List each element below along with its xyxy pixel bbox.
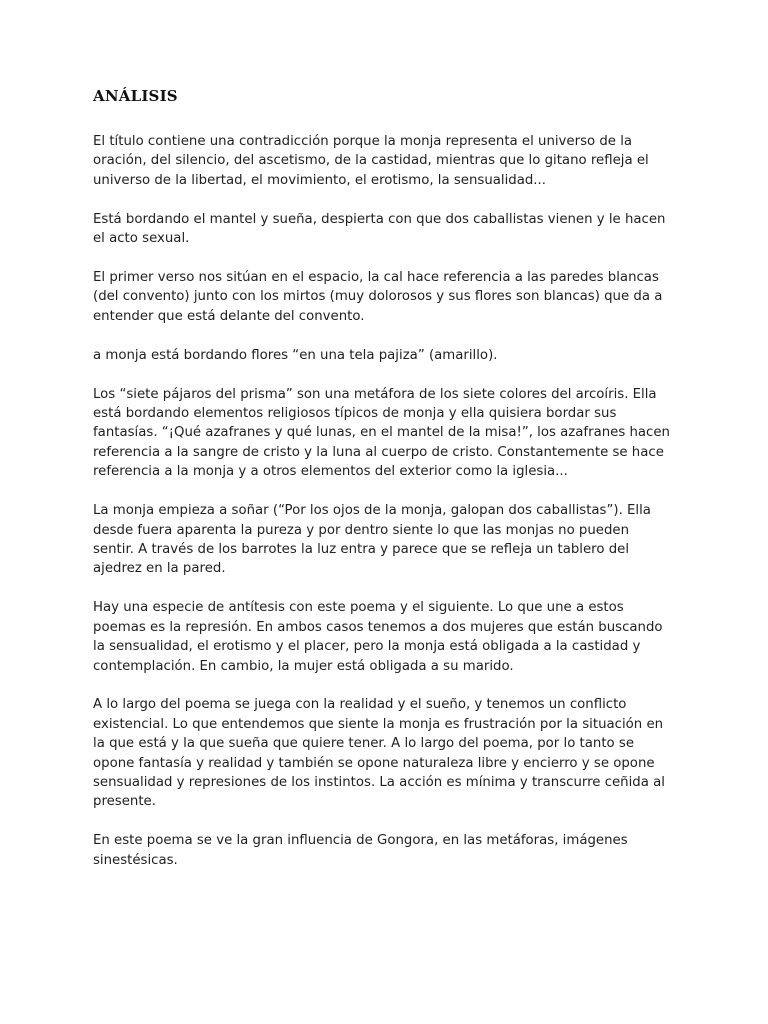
- paragraph-9: En este poema se ve la gran influencia de Gongora, en las metáforas, imágenes sinestésicas.: [93, 833, 628, 868]
- paragraph-4: a monja está bordando flores “en una tela pajiza” (amarillo).: [93, 347, 498, 363]
- paragraph-6: La monja empieza a soñar (“Por los ojos de la monja, galopan dos caballistas”). Ella desde fuera aparenta la pureza y por dentro siente lo que las monjas no pueden sentir. A través de los barrotes la luz entra y parece que se refleja un tablero del ajedrez en la pared.: [93, 503, 651, 577]
- document-title: ANÁLISIS: [93, 87, 178, 105]
- paragraph-3: El primer verso nos sitúan en el espacio, la cal hace referencia a las paredes blancas (del convento) junto con los mirtos (muy dolorosos y sus flores son blancas) que da a entender que está delante del convento.: [93, 270, 663, 324]
- paragraph-7: Hay una especie de antítesis con este poema y el siguiente. Lo que une a estos poemas es la represión. En ambos casos tenemos a dos mujeres que están buscando la sensualidad, el erotismo y el placer, pero la monja está obligada a la castidad y contemplación. En cambio, la mujer está obligada a su marido.: [93, 600, 663, 674]
- paragraph-8: A lo largo del poema se juega con la realidad y el sueño, y tenemos un conflicto existencial. Lo que entendemos que siente la monja es frustración por la situación en la que está y la que sueña que quiere tener. A lo largo del poema, por lo tanto se opone fantasía y realidad y también se opone naturaleza libre y encierro y se opone sensualidad y represiones de los instintos. La acción es mínima y transcurre ceñida al presente.: [93, 697, 665, 810]
- paragraph-5: Los “siete pájaros del prisma” son una metáfora de los siete colores del arcoíris. Ella está bordando elementos religiosos típicos de monja y ella quisiera bordar sus fantasías. “¡Qué azafranes y qué lunas, en el mantel de la misa!”, los azafranes hacen referencia a la sangre de cristo y la luna al cuerpo de cristo. Constantemente se hace referencia a la monja y a otros elementos del exterior como la iglesia...: [93, 386, 670, 480]
- paragraph-1: El título contiene una contradicción porque la monja representa el universo de la oración, del silencio, del ascetismo, de la castidad, mientras que lo gitano refleja el universo de la libertad, el movimiento, el erotismo, la sensualidad...: [93, 134, 649, 188]
- paragraph-2: Está bordando el mantel y sueña, despierta con que dos caballistas vienen y le hacen el acto sexual.: [93, 211, 666, 247]
